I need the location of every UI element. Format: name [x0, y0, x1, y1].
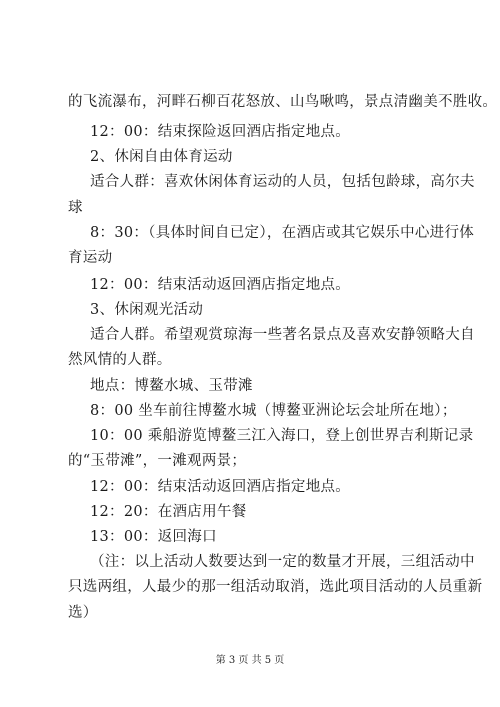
text-line: 育运动 [68, 250, 113, 266]
section-heading: 3、休闲观光活动 [90, 302, 204, 318]
text-line: 球 [68, 200, 83, 216]
text-line: 然风情的人群。 [68, 352, 172, 368]
text-line: 12：20：在酒店用午餐 [90, 504, 247, 520]
text-line: 适合人群。希望观赏琼海一些著名景点及喜欢安静领略大自 [90, 327, 475, 343]
note-line: （注：以上活动人数要达到一定的数量才开展，三组活动中 [90, 554, 475, 570]
text-line: 12：00：结束活动返回酒店指定地点。 [90, 277, 351, 293]
text-line: 8：00 坐车前往博鳌水城（博鳌亚洲论坛会址所在地）； [90, 403, 457, 419]
text-line: 的“玉带滩”，一滩观两景； [68, 453, 247, 469]
text-line: 的飞流瀑布，河畔石柳百花怒放、山鸟啾鸣，景点清幽美不胜收。 [68, 94, 498, 110]
section-heading: 2、休闲自由体育运动 [90, 149, 233, 165]
text-line: 12：00：结束活动返回酒店指定地点。 [90, 479, 351, 495]
page-footer: 第 3 页 共 5 页 [215, 655, 285, 666]
text-line: 10：00 乘船游览博鳌三江入海口，登上创世界吉利斯记录 [90, 428, 474, 444]
note-line: 选） [68, 605, 98, 621]
text-line: 适合人群：喜欢休闲体育运动的人员，包括包龄球，高尔夫 [90, 174, 475, 190]
note-line: 只选两组，人最少的那一组活动取消，选此项目活动的人员重新 [68, 579, 483, 595]
text-line: 12：00：结束探险返回酒店指定地点。 [90, 124, 351, 140]
text-line: 地点：博鳌水城、玉带滩 [90, 378, 253, 394]
text-line: 8：30：（具体时间自已定），在酒店或其它娱乐中心进行体 [90, 225, 475, 241]
text-line: 13：00：返回海口 [90, 529, 217, 545]
